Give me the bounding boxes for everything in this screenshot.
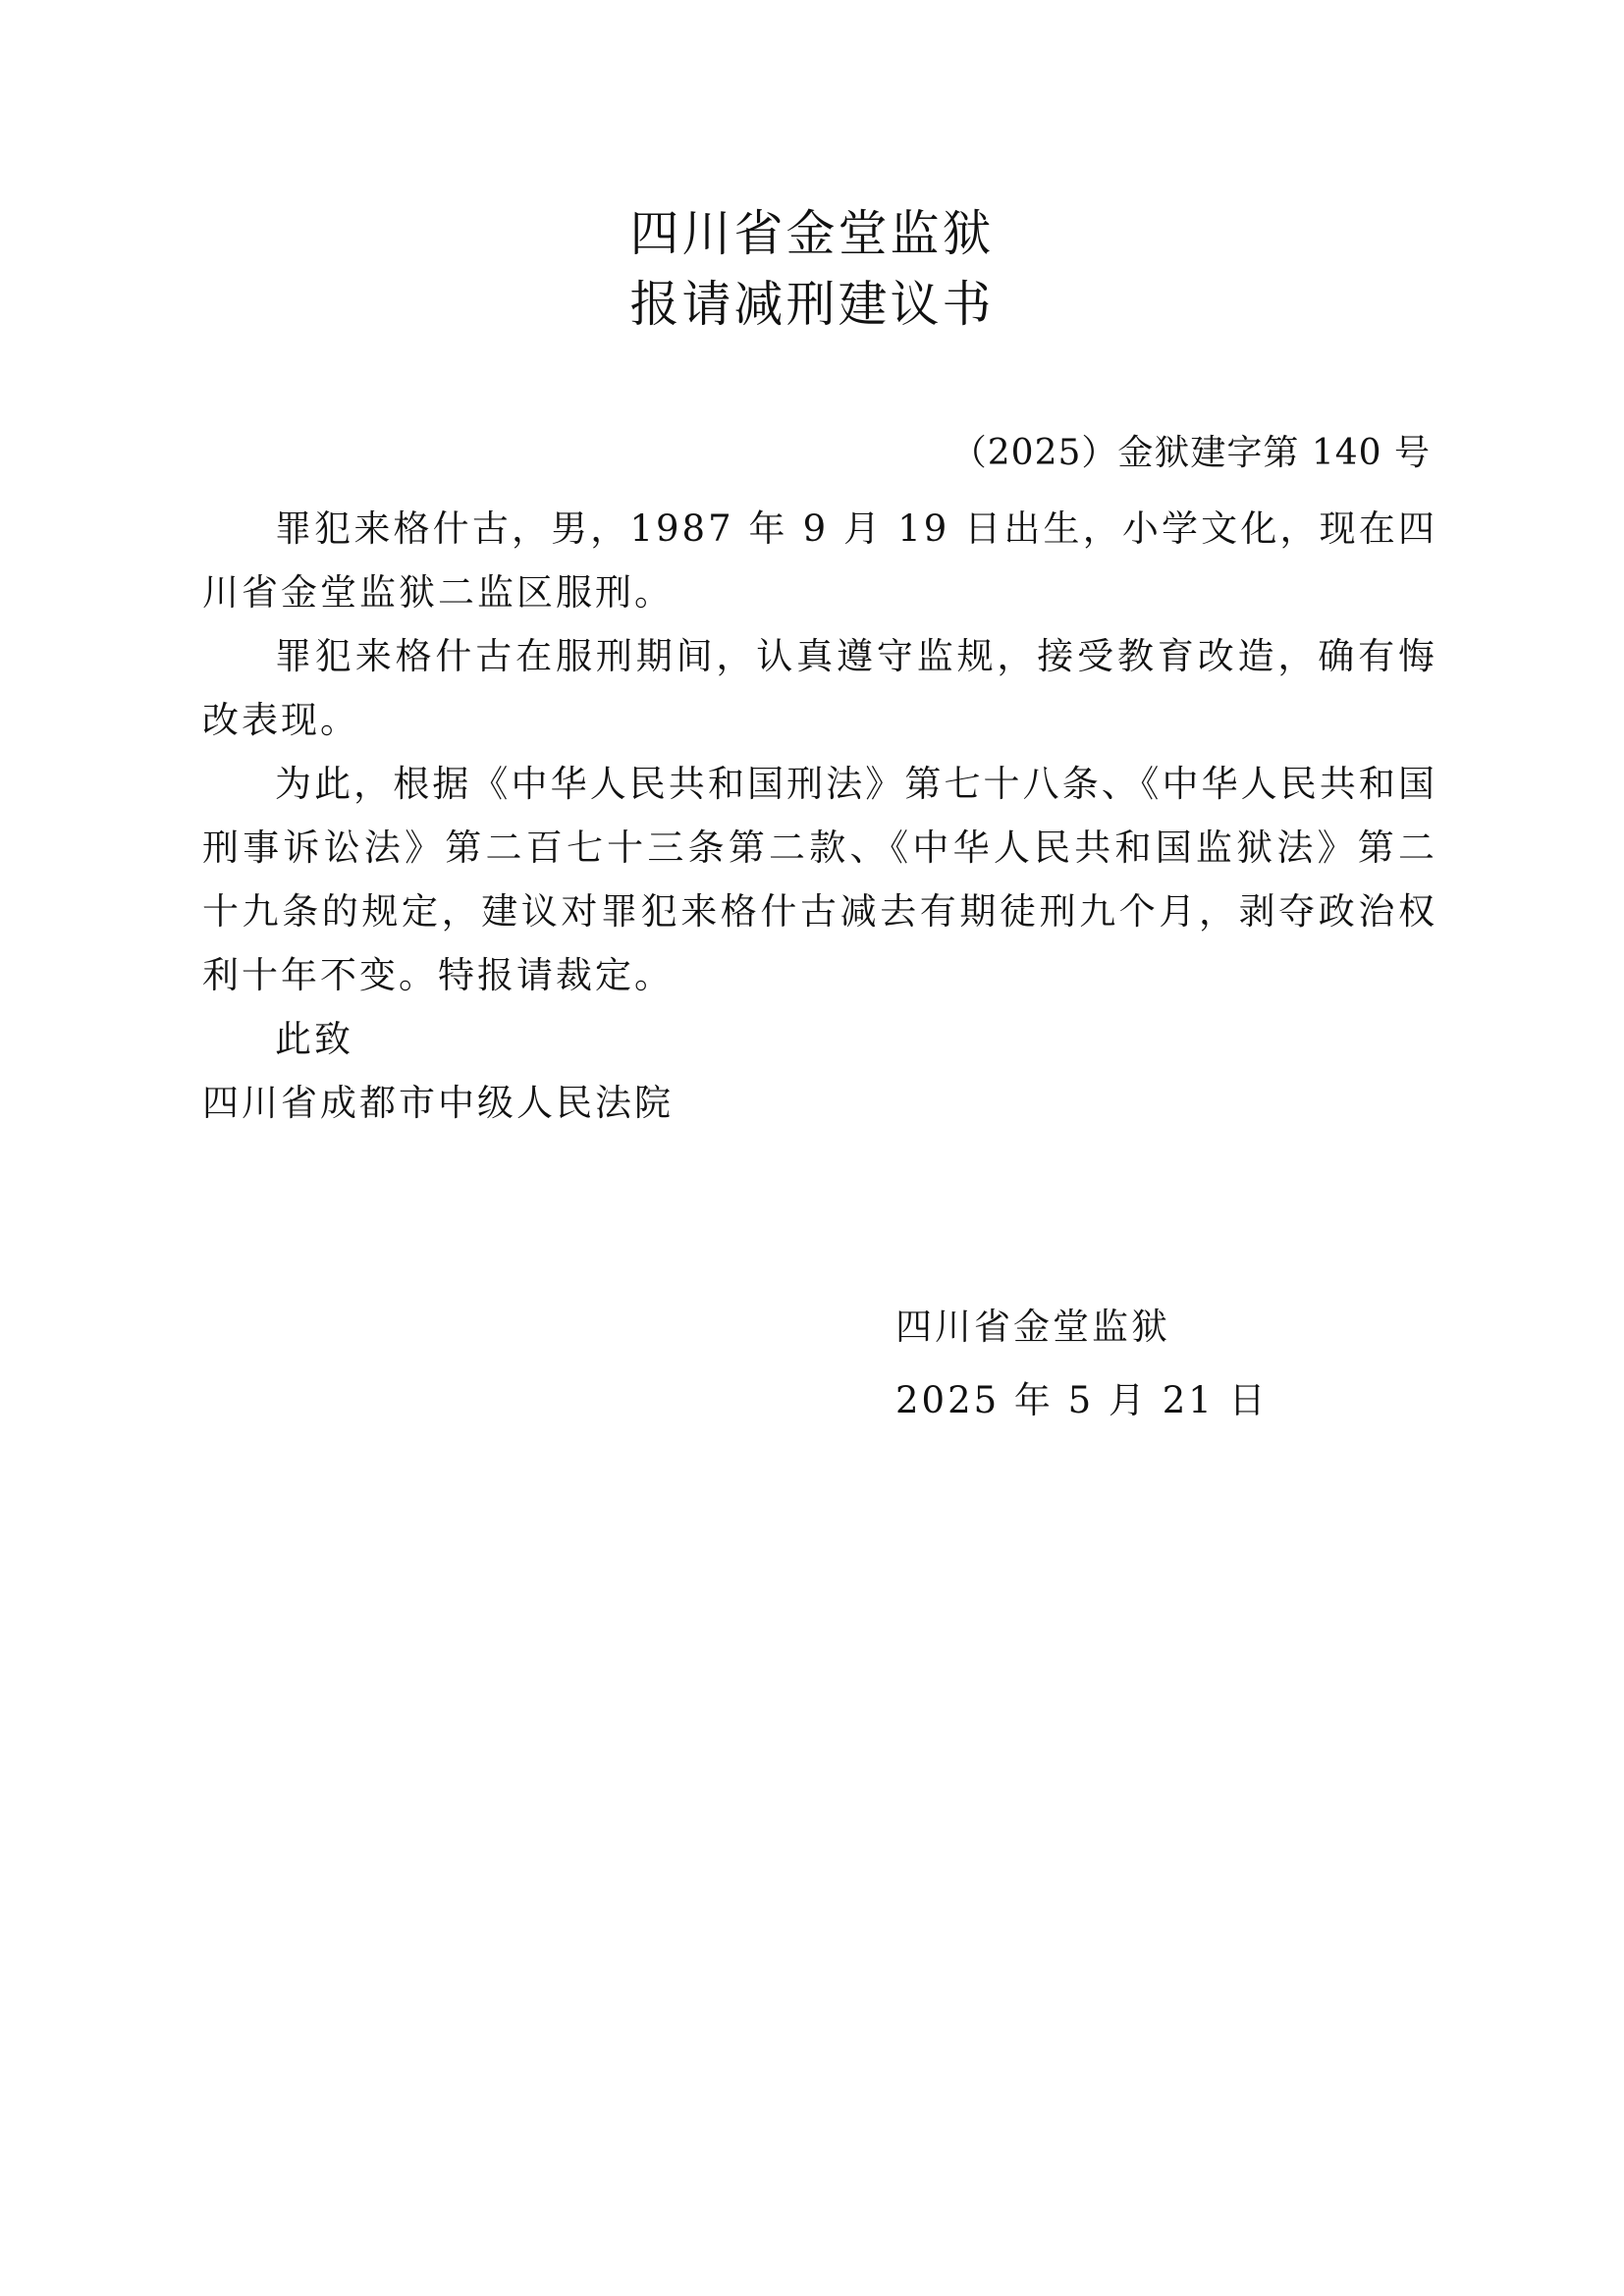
document-title-line-1: 四川省金堂监狱 xyxy=(629,205,995,262)
document-body xyxy=(202,497,1437,1135)
signature-date: 2025 年 5 月 21 日 xyxy=(895,1379,1269,1421)
paragraph-behavior: 罪犯来格什古在服刑期间，认真遵守监规，接受教育改造，确有悔改表现。 xyxy=(202,635,1437,741)
paragraph-recommendation: 为此，根据《中华人民共和国刑法》第七十八条、《中华人民共和国刑事诉讼法》第二百七十三条第二款、《中华人民共和国监狱法》第二十九条的规定，建议对罪犯来格什古减去有期徒刑九个月，剥夺政治权利十年不变。特报请裁定。 xyxy=(202,763,1437,996)
signature-organization: 四川省金堂监狱 xyxy=(895,1306,1170,1348)
paragraph-criminal-info: 罪犯来格什古，男，1987 年 9 月 19 日出生，小学文化，现在四川省金堂监狱二监区服刑。 xyxy=(202,507,1437,614)
salutation: 此致 xyxy=(275,1018,353,1060)
recipient: 四川省成都市中级人民法院 xyxy=(202,1082,674,1124)
document-number: （2025）金狱建字第 140 号 xyxy=(950,433,1431,473)
document-title-line-2: 报请减刑建议书 xyxy=(629,276,995,333)
